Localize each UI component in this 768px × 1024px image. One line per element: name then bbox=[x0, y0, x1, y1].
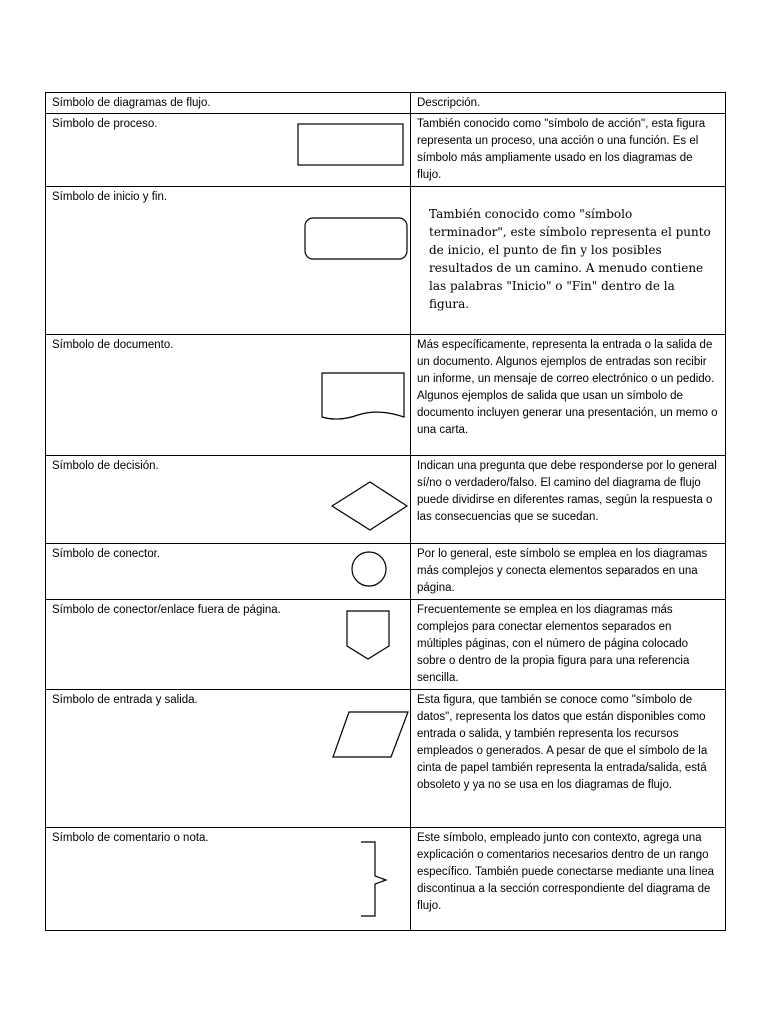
symbol-name: Símbolo de conector. bbox=[52, 548, 161, 560]
table-row bbox=[46, 187, 726, 335]
symbol-description: Este símbolo, empleado junto con contexto, agrega una explicación o comentarios necesarios dentro de un rango específico. También puede conectarse mediante una línea discontinua a la sección correspondiente del diagrama de flujo. bbox=[417, 832, 715, 912]
symbol-name: Símbolo de comentario o nota. bbox=[52, 832, 209, 844]
flowchart-symbols-table bbox=[45, 92, 726, 931]
symbol-description: Esta figura, que también se conoce como "símbolo de datos", representa los datos que están disponibles como entrada o salida, y también representa los recursos empleados o generados. A pesar de que el símbolo de la cinta de papel también representa la entrada/salida, está obsoleto y ya no se usa en los diagramas de flujo. bbox=[417, 694, 708, 791]
table-row bbox=[46, 456, 726, 544]
symbol-name: Símbolo de conector/enlace fuera de página. bbox=[52, 604, 281, 616]
symbol-name: Símbolo de inicio y fin. bbox=[52, 191, 168, 203]
table-row bbox=[46, 828, 726, 931]
document-icon bbox=[320, 371, 408, 423]
comment-brace-icon bbox=[358, 840, 394, 918]
symbol-name: Símbolo de documento. bbox=[52, 339, 174, 351]
table-header-row bbox=[46, 93, 726, 114]
table-row bbox=[46, 335, 726, 456]
symbol-cell bbox=[46, 544, 411, 600]
off-page-connector-icon bbox=[344, 608, 394, 662]
symbol-cell bbox=[46, 690, 411, 828]
symbol-description: También conocido como "símbolo de acción", esta figura representa un proceso, una acción o una función. Es el símbolo más ampliamente usado en los diagramas de flujo. bbox=[417, 118, 706, 181]
symbol-description: Por lo general, este símbolo se emplea en los diagramas más complejos y conecta elementos separados en una página. bbox=[417, 548, 708, 594]
decision-diamond-icon bbox=[330, 480, 410, 532]
header-description: Descripción. bbox=[417, 97, 481, 109]
terminator-rounded-rectangle-icon bbox=[303, 216, 409, 262]
symbol-name: Símbolo de decisión. bbox=[52, 460, 159, 472]
table-row bbox=[46, 114, 726, 187]
description-cell bbox=[411, 690, 726, 828]
symbol-description: Más específicamente, representa la entrada o la salida de un documento. Algunos ejemplos de entradas son recibir un informe, un mensaje de correo electrónico o un pedido. Algunos ejemplos de salida que usan un símbolo de documento incluyen generar una presentación, un memo o una carta. bbox=[417, 339, 718, 436]
symbol-cell bbox=[46, 187, 411, 335]
description-cell bbox=[411, 828, 726, 931]
symbol-name: Símbolo de proceso. bbox=[52, 118, 158, 130]
symbol-description: Frecuentemente se emplea en los diagramas más complejos para conectar elementos separados en múltiples páginas, con el número de página colocado sobre o dentro de la propia figura para una referencia sencilla. bbox=[417, 604, 690, 684]
description-cell bbox=[411, 335, 726, 456]
symbol-description: También conocido como "símbolo terminador", este símbolo representa el punto de inicio, el punto de fin y los posibles resultados de un camino. A menudo contiene las palabras "Inicio" o "Fin" dentro de la figura. bbox=[429, 207, 711, 311]
symbol-cell bbox=[46, 335, 411, 456]
symbol-name: Símbolo de entrada y salida. bbox=[52, 694, 198, 706]
symbol-cell bbox=[46, 600, 411, 690]
symbol-cell bbox=[46, 456, 411, 544]
symbol-cell bbox=[46, 114, 411, 187]
description-cell bbox=[411, 187, 726, 335]
description-cell bbox=[411, 600, 726, 690]
table-row bbox=[46, 690, 726, 828]
description-cell bbox=[411, 544, 726, 600]
symbol-description: Indican una pregunta que debe responderse por lo general sí/no o verdadero/falso. El camino del diagrama de flujo puede dividirse en diferentes ramas, según la respuesta o las consecuencias que se sucedan. bbox=[417, 460, 717, 523]
connector-circle-icon bbox=[349, 549, 389, 589]
header-symbol-cell bbox=[46, 93, 411, 114]
table-row bbox=[46, 544, 726, 600]
description-cell bbox=[411, 114, 726, 187]
process-rectangle-icon bbox=[296, 122, 406, 168]
header-symbol: Símbolo de diagramas de flujo. bbox=[52, 97, 211, 109]
table-row bbox=[46, 600, 726, 690]
symbol-cell bbox=[46, 828, 411, 931]
input-output-parallelogram-icon bbox=[331, 710, 411, 760]
description-cell bbox=[411, 456, 726, 544]
header-description-cell bbox=[411, 93, 726, 114]
